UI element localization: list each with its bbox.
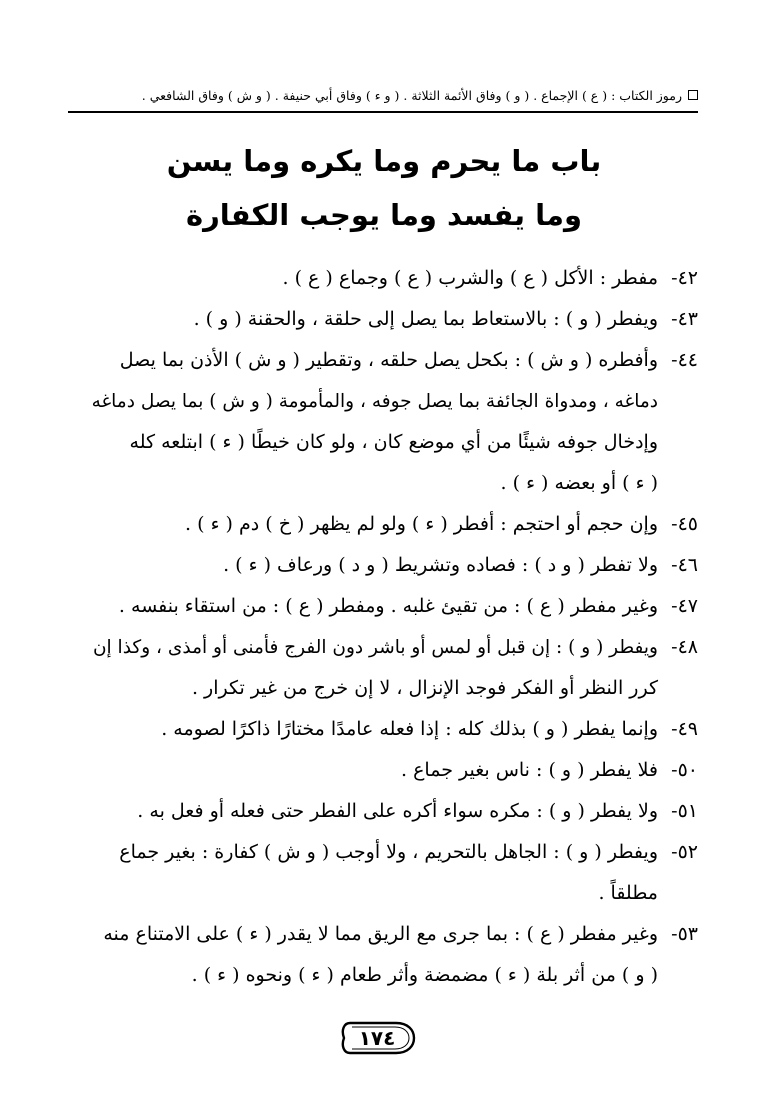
entry-text: ويفطر ( و ) : الجاهل بالتحريم ، ولا أوجب ( و ش ) كفارة : بغير جماع [119, 841, 658, 863]
entry-number: ٥١- [671, 800, 698, 822]
entry-text: وإنما يفطر ( و ) بذلك كله : إذا فعله عامدًا مختارًا ذاكرًا لصومه . [161, 718, 658, 740]
entry-text: وإن حجم أو احتجم : أفطر ( ء ) ولو لم يظهر ( خ ) دم ( ء ) . [185, 513, 658, 535]
entries-list [82, 258, 698, 996]
header-text: رموز الكتاب : ( ع ) الإجماع . ( و ) وفاق الأئمة الثلاثة . ( و ء ) وفاق أبي حنيفة . ( و ش ) وفاق الشافعي . [141, 87, 682, 103]
entry-51 [82, 791, 698, 832]
page-number-badge [338, 1018, 416, 1058]
entry-47 [82, 586, 698, 627]
entry-text: وأفطره ( و ش ) : بكحل يصل حلقه ، وتقطير ( و ش ) الأذن بما يصل [119, 349, 658, 371]
entry-text: ولا يفطر ( و ) : مكره سواء أكره على الفطر حتى فعله أو فعل به . [137, 800, 658, 822]
entry-text: وإدخال جوفه شيئًا من أي موضع كان ، ولو كان خيطًا ( ء ) ابتلعه كله [129, 431, 658, 453]
entry-number: ٤٣- [671, 308, 698, 330]
entry-number: ٤٢- [671, 267, 698, 289]
entry-text: ( ء ) أو بعضه ( ء ) . [500, 472, 658, 494]
chapter-title-line-1: باب ما يحرم وما يكره وما يسن [166, 144, 602, 178]
entry-text: وغير مفطر ( ع ) : بما جرى مع الريق مما لا يقدر ( ء ) على الامتناع منه [103, 923, 658, 945]
entry-text: مفطر : الأكل ( ع ) والشرب ( ع ) وجماع ( ع ) . [282, 267, 658, 289]
page-number: ١٧٤ [358, 1026, 396, 1050]
entry-text: ( و ) من أثر بلة ( ء ) مضمضة وأثر طعام ( ء ) ونحوه ( ء ) . [191, 964, 658, 986]
entry-number: ٤٥- [671, 513, 698, 535]
entry-number: ٤٤- [671, 349, 698, 371]
entry-text: فلا يفطر ( و ) : ناس بغير جماع . [401, 759, 658, 781]
entry-text: ويفطر ( و ) : إن قبل أو لمس أو باشر دون الفرج فأمنى أو أمذى ، وكذا إن [92, 637, 658, 658]
entry-text: ويفطر ( و ) : بالاستعاط بما يصل إلى حلقة ، والحقنة ( و ) . [193, 308, 658, 330]
entry-48 [82, 627, 698, 709]
running-header [70, 82, 698, 108]
entry-42 [82, 258, 698, 299]
entry-44 [82, 340, 698, 504]
entry-53 [82, 914, 698, 996]
entry-text: وغير مفطر ( ع ) : من تقيئ غلبه . ومفطر ( ع ) : من استقاء بنفسه . [118, 595, 658, 617]
entry-number: ٤٦- [671, 554, 698, 576]
entry-number: ٥٠- [671, 759, 698, 781]
header-divider [68, 111, 698, 113]
entry-52 [82, 832, 698, 914]
square-bullet-icon [688, 90, 698, 100]
entry-number: ٥٣- [671, 923, 698, 945]
entry-text: دماغه ، ومدواة الجائفة بما يصل جوفه ، والمأمومة ( و ش ) بما يصل دماغه [91, 391, 658, 412]
entry-number: ٤٧- [671, 595, 698, 617]
entry-49 [82, 709, 698, 750]
entry-45 [82, 504, 698, 545]
entry-number: ٤٨- [671, 636, 698, 658]
entry-text: ولا تفطر ( و د ) : فصاده وتشريط ( و د ) ورعاف ( ء ) . [223, 554, 658, 576]
entry-number: ٤٩- [671, 718, 698, 740]
entry-46 [82, 545, 698, 586]
entry-text: كرر النظر أو الفكر فوجد الإنزال ، لا إن خرج من غير تكرار . [191, 677, 658, 699]
entry-50 [82, 750, 698, 791]
entry-number: ٥٢- [671, 841, 698, 863]
entry-43 [82, 299, 698, 340]
entry-text: مطلقاً . [598, 882, 658, 904]
chapter-title-line-2: وما يفسد وما يوجب الكفارة [185, 198, 583, 232]
